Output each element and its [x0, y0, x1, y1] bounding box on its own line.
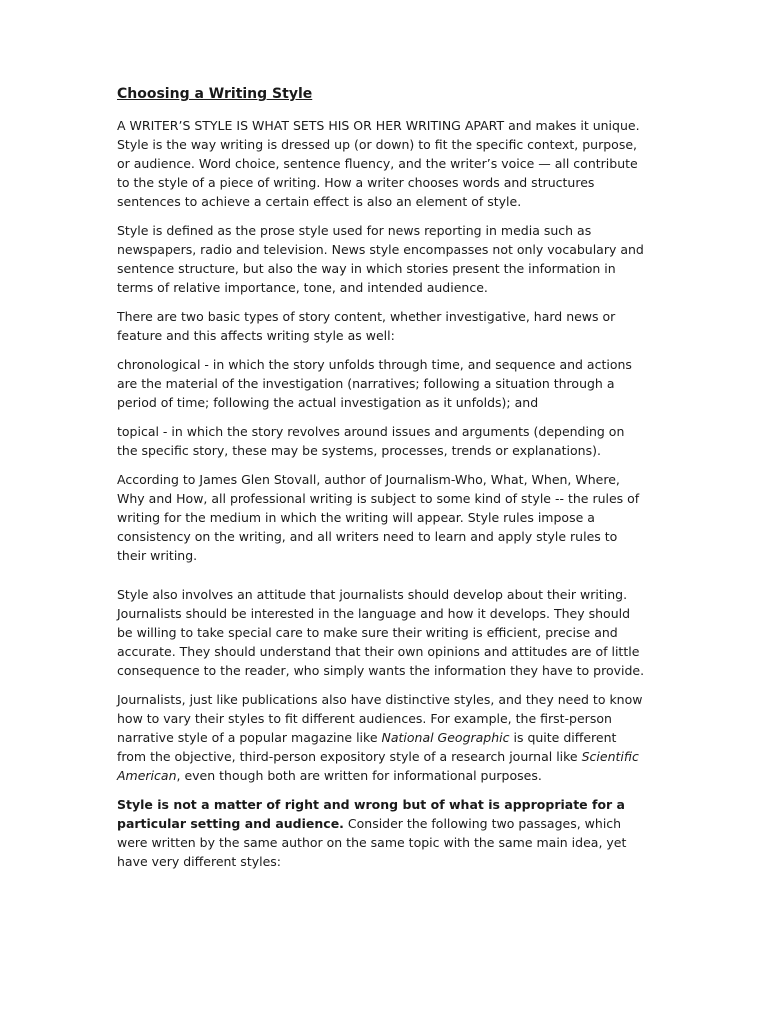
intro-rest: and makes it unique. Style is the way writing is dressed up (or down) to fit the specific context, purpose, or audience. Word choice, sentence fluency, and the writer’s voice — all contribute to the style of a piece of writing. How a writer chooses words and structures sentences to achieve a certain effect is also an element of style. — [117, 118, 640, 209]
styles-text-a: Journalists, just like publications also have distinctive styles, and they need to know how to vary their styles to fit different audiences. For example, the first-person narrative style of a popular magazine like — [117, 692, 643, 745]
styles-text-c: , even though both are written for informational purposes. — [176, 768, 542, 783]
paragraph-story-types: There are two basic types of story content, whether investigative, hard news or feature and this affects writing style as well: — [117, 309, 616, 343]
paragraph-intro — [117, 116, 647, 211]
page-title: Choosing a Writing Style — [117, 86, 313, 102]
styles-text-b: is quite different from the objective, third-person expository style of a research journal like — [117, 730, 617, 764]
journal-name-scientific-american: Scientific American — [117, 749, 639, 783]
document-page — [117, 84, 647, 881]
paragraph-topical: topical - in which the story revolves around issues and arguments (depending on the specific story, these may be systems, processes, trends or explanations). — [117, 424, 625, 458]
paragraph-stovall: According to James Glen Stovall, author of Journalism-Who, What, When, Where, Why and How, all professional writing is subject to some kind of style -- the rules of writing for the medium in which the writing will appear. Style rules impose a consistency on the writing, and all writers need to learn and apply style rules to their writing. — [117, 472, 640, 563]
intro-caps: A WRITER’S STYLE IS WHAT SETS HIS OR HER WRITING APART — [117, 118, 505, 133]
paragraph-definition: Style is defined as the prose style used for news reporting in media such as newspapers, radio and television. News style encompasses not only vocabulary and sentence structure, but also the way in which stories present the information in terms of relative importance, tone, and intended audience. — [117, 223, 644, 295]
appropriate-style-bold: Style is not a matter of right and wrong but of what is appropriate for a particular setting and audience. — [117, 797, 625, 831]
paragraph-chronological: chronological - in which the story unfolds through time, and sequence and actions are the material of the investigation (narratives; following a situation through a period of time; following the actual investigation as it unfolds); and — [117, 357, 632, 410]
appropriate-style-rest: Consider the following two passages, which were written by the same author on the same topic with the same main idea, yet have very different styles: — [117, 816, 627, 869]
paragraph-appropriate-style — [117, 795, 647, 871]
paragraph-attitude: Style also involves an attitude that journalists should develop about their writing. Journalists should be interested in the language and how it develops. They should be willing to take special care to make sure their writing is efficient, precise and accurate. They should understand that their own opinions and attitudes are of little consequence to the reader, who simply wants the information they have to provide. — [117, 587, 645, 678]
paragraph-distinctive-styles — [117, 690, 647, 785]
magazine-name-national-geographic: National Geographic — [381, 730, 510, 745]
